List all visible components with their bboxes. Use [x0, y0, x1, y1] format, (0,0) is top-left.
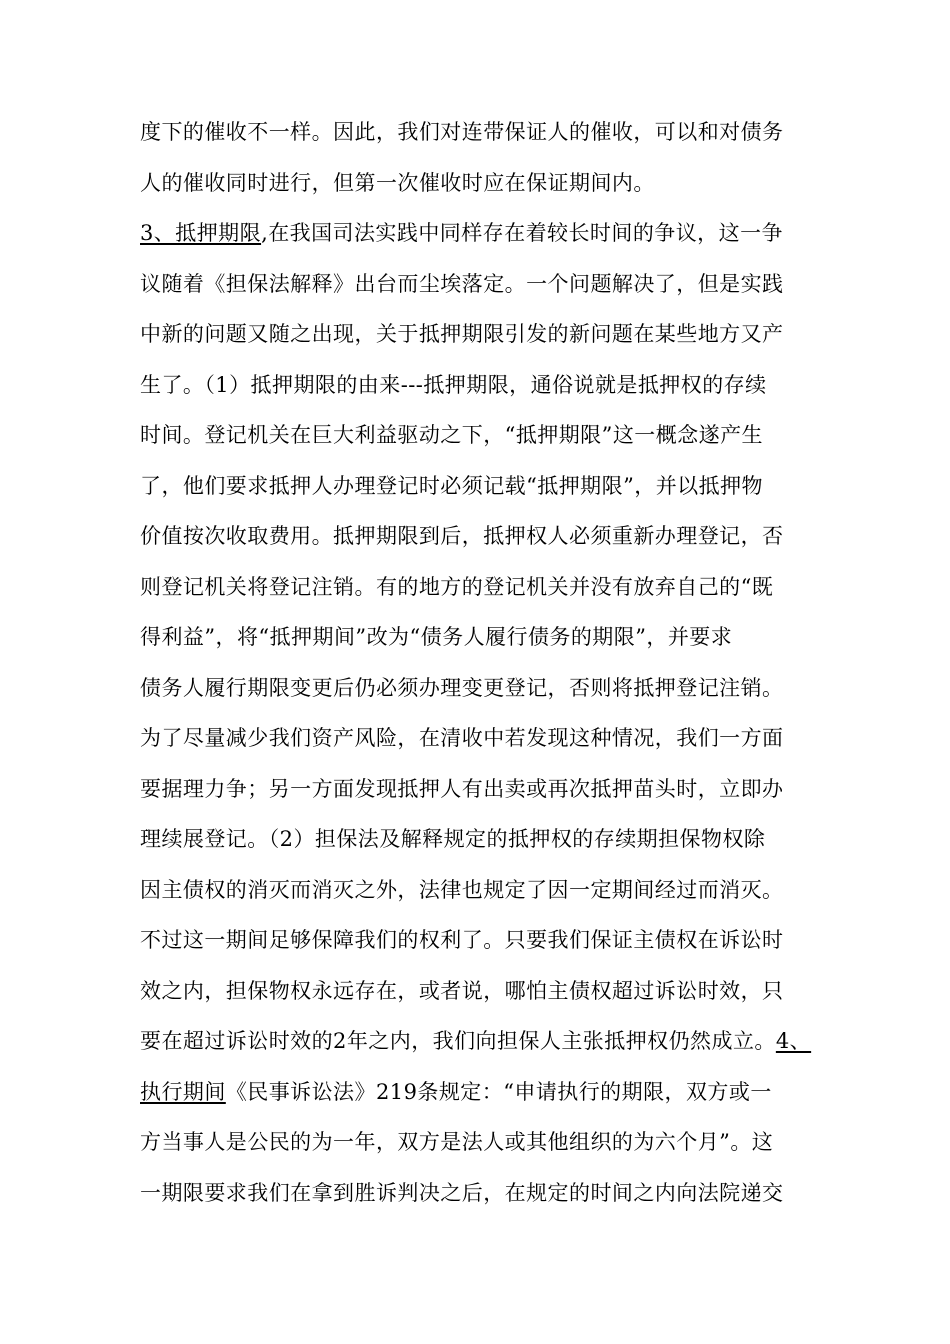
text-line	[140, 975, 840, 1007]
text-line	[140, 1076, 840, 1108]
text-segment: 了，他们要求抵押人办理登记时必须记载“抵押期限”，并以抵押物	[140, 473, 763, 498]
text-segment: 价值按次收取费用。抵押期限到后，抵押权人必须重新办理登记，否	[140, 524, 784, 548]
text-segment: 要据理力争；另一方面发现抵押人有出卖或再次抵押苗头时，立即办	[140, 776, 784, 801]
text-segment: 因主债权的消灭而消灭之外，法律也规定了因一定期间经过而消灭。	[140, 877, 784, 902]
text-segment: 不过这一期间足够保障我们的权利了。只要我们保证主债权在诉讼时	[140, 928, 784, 952]
text-segment: 理续展登记。（2）担保法及解释规定的抵押权的存续期担保物权除	[140, 827, 766, 851]
text-segment: 则登记机关将登记注销。有的地方的登记机关并没有放弃自己的“既	[140, 574, 774, 599]
text-line	[140, 672, 840, 704]
text-line	[140, 268, 840, 300]
text-segment: ,在我国司法实践中同样存在着较长时间的争议，这一争	[261, 221, 783, 245]
text-line	[140, 874, 840, 906]
text-line	[140, 924, 840, 956]
text-segment: 时间。登记机关在巨大利益驱动之下，“抵押期限”这一概念遂产生	[140, 423, 763, 447]
text-segment: 度下的催收不一样。因此，我们对连带保证人的催收，可以和对债务	[140, 120, 784, 144]
text-line	[140, 1025, 840, 1057]
text-segment: 方当事人是公民的为一年，双方是法人或其他组织的为六个月”。这	[140, 1130, 774, 1154]
text-line	[140, 571, 840, 603]
text-segment: 为了尽量减少我们资产风险，在清收中若发现这种情况，我们一方面	[140, 726, 784, 750]
text-line	[140, 470, 840, 502]
text-line	[140, 167, 840, 199]
underlined-heading-segment: 执行期间	[140, 1079, 226, 1104]
text-segment: 得利益”，将“抵押期间”改为“债务人履行债务的期限”，并要求	[140, 625, 733, 649]
text-line	[140, 1177, 840, 1209]
text-segment: 中新的问题又随之出现，关于抵押期限引发的新问题在某些地方又产	[140, 322, 784, 346]
text-line	[140, 1126, 840, 1158]
text-line	[140, 116, 840, 148]
text-segment: 人的催收同时进行，但第一次催收时应在保证期间内。	[140, 170, 655, 195]
text-line	[140, 419, 840, 451]
text-segment: 一期限要求我们在拿到胜诉判决之后，在规定的时间之内向法院递交	[140, 1180, 784, 1205]
text-segment: 债务人履行期限变更后仍必须办理变更登记，否则将抵押登记注销。	[140, 675, 784, 700]
text-line	[140, 621, 840, 653]
text-segment: 生了。（1）抵押期限的由来---抵押期限，通俗说就是抵押权的存续	[140, 372, 767, 397]
text-line	[140, 520, 840, 552]
text-line	[140, 823, 840, 855]
text-line	[140, 217, 840, 249]
text-line	[140, 369, 840, 401]
text-line	[140, 722, 840, 754]
text-segment: 《民事诉讼法》219条规定：“申请执行的期限，双方或一	[225, 1079, 772, 1104]
text-line	[140, 318, 840, 350]
text-segment: 议随着《担保法解释》出台而尘埃落定。一个问题解决了，但是实践	[140, 271, 784, 296]
text-line	[140, 773, 840, 805]
underlined-heading-segment: 3、抵押期限	[140, 221, 262, 245]
text-segment: 效之内，担保物权永远存在，或者说，哪怕主债权超过诉讼时效，只	[140, 978, 784, 1003]
text-segment: 要在超过诉讼时效的2年之内，我们向担保人主张抵押权仍然成立。	[140, 1029, 776, 1053]
underlined-heading-segment: 4、	[775, 1029, 812, 1053]
